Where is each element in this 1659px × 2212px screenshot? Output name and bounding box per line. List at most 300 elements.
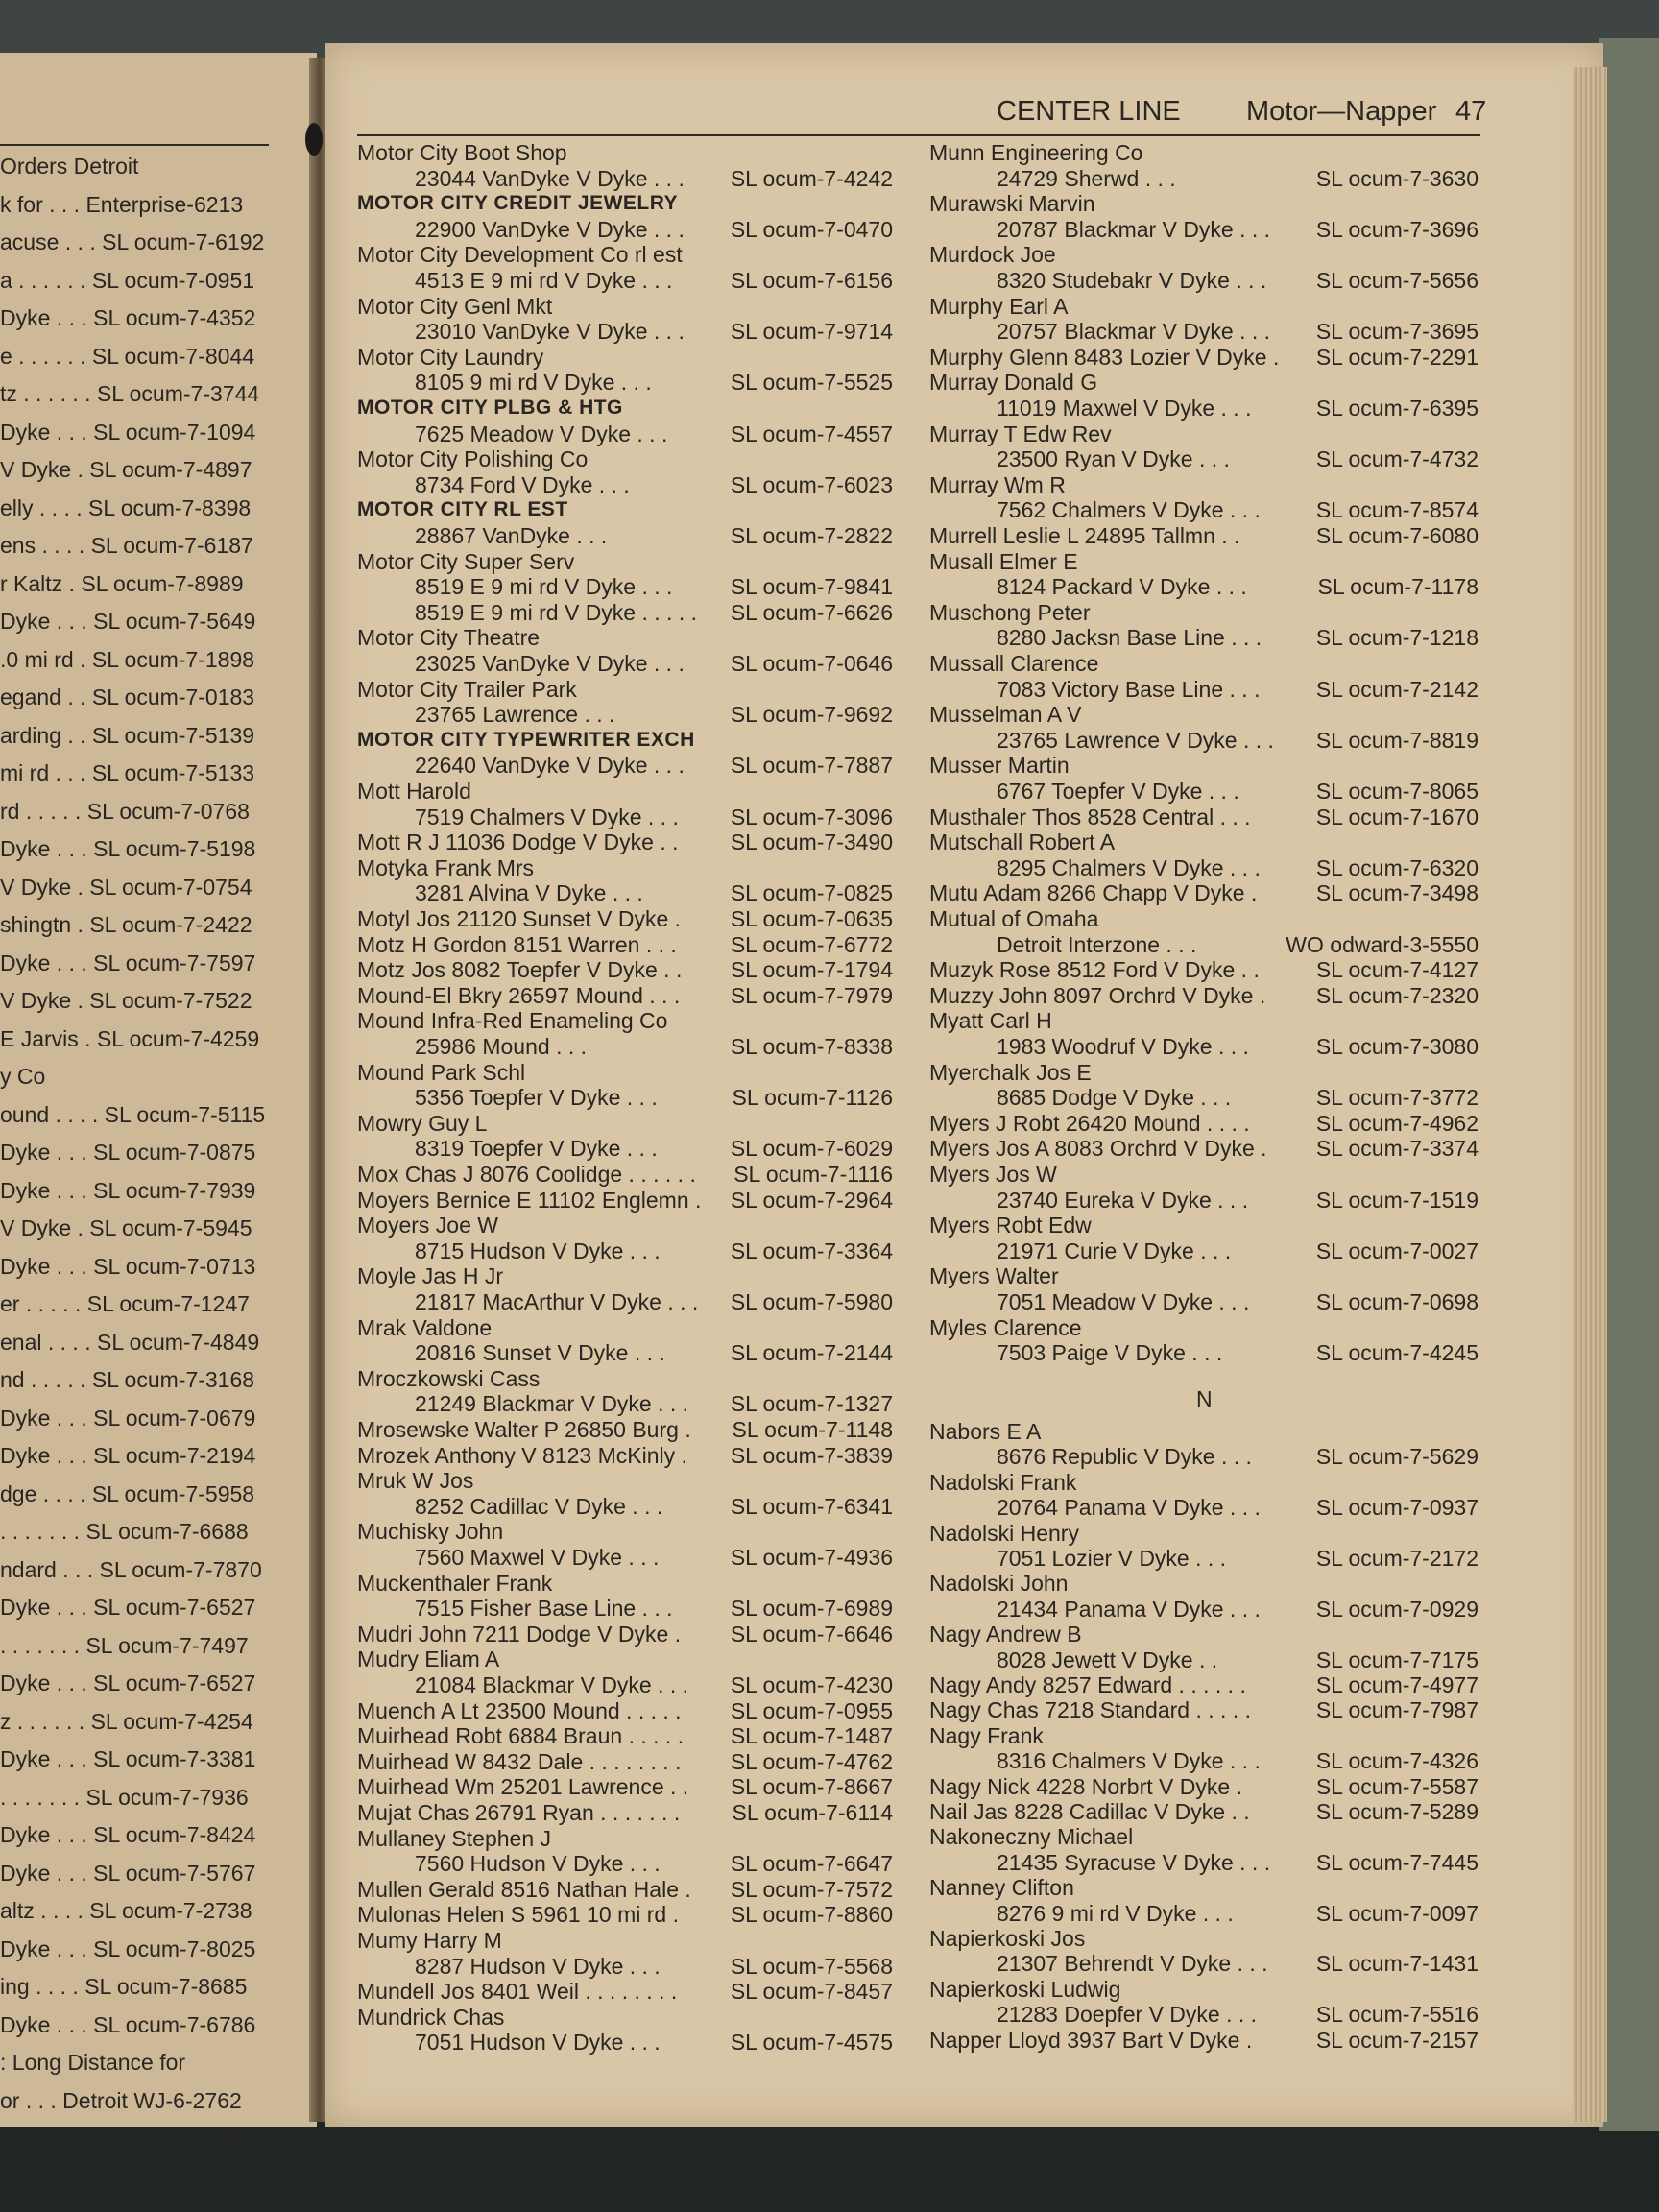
listing-row [357,497,893,522]
listing-name: Myers J Robt 26420 Mound . . . . [929,1110,1250,1136]
listing-row [929,1926,1479,1951]
listing-name: Motz H Gordon 8151 Warren . . . [357,931,677,957]
listing-phone: SL ocum-7-1519 [1315,1187,1479,1213]
listing-name: Myerchalk Jos E [929,1059,1092,1085]
listing-name: Motor City Development Co rl est [357,242,683,268]
listing-phone: SL ocum-7-4245 [1315,1340,1479,1366]
listing-row [357,651,893,676]
listing-name: or . . . Detroit WJ-6-2762 [0,2087,242,2113]
listing-row [929,1162,1479,1187]
listing-phone: SL ocum-7-5568 [730,1953,893,1979]
listing-row [357,2005,893,2030]
listing-row [0,1557,274,1582]
listing-name: Nagy Andrew B [929,1622,1082,1647]
listing-address: 7515 Fisher Base Line . . . [415,1596,673,1622]
listing-row [357,1111,893,1136]
listing-name: Motor City Super Serv [357,548,575,574]
listing-address: 8519 E 9 mi rd V Dyke . . . [415,574,673,600]
listing-phone: SL ocum-7-1126 [732,1085,893,1111]
listing-address: 23765 Lawrence V Dyke . . . [997,727,1274,753]
listing-row [0,268,274,293]
listing-row [0,1178,274,1203]
listing-row [929,983,1479,1008]
listing-row [0,533,274,558]
listing-row [929,1340,1479,1365]
listing-address: 8105 9 mi rd V Dyke . . . [415,370,652,396]
listing-name: Nagy Frank [929,1722,1044,1748]
listing-address: 8287 Hudson V Dyke . . . [415,1953,661,1979]
page-edges [1573,67,1607,2122]
listing-row [357,1545,893,1570]
listing-phone: SL ocum-7-2172 [1315,1546,1479,1571]
listing-name: Nagy Nick 4228 Norbrt V Dyke . [929,1773,1242,1799]
listing-name: elly . . . . SL ocum-7-8398 [0,494,252,520]
listing-name: altz . . . . SL ocum-7-2738 [0,1898,252,1923]
listing-phone: SL ocum-7-2320 [1315,982,1479,1008]
listing-phone: SL ocum-7-6341 [730,1493,893,1519]
listing-row [0,760,274,785]
listing-phone: SL ocum-7-5525 [730,370,893,396]
listing-phone: SL ocum-7-5656 [1315,268,1479,293]
listing-name: Nadolski Henry [929,1520,1079,1546]
listing-phone: SL ocum-7-4557 [730,421,893,446]
listing-name: Nakoneczny Michael [929,1824,1134,1850]
listing-name: Mussall Clarence [929,651,1099,676]
listing-address: 21817 MacArthur V Dyke . . . [415,1289,699,1314]
listing-row [0,154,274,179]
listing-phone: SL ocum-7-4977 [1315,1672,1479,1697]
listing-phone: SL ocum-7-3839 [730,1442,893,1468]
listing-row [0,1102,274,1127]
listing-address: Detroit Interzone . . . [997,931,1197,957]
listing-row [929,2002,1479,2027]
listing-name: Murray Wm R [929,471,1066,497]
listing-phone: SL ocum-7-3696 [1315,216,1479,242]
listing-row [0,192,274,217]
listing-name: enal . . . . SL ocum-7-4849 [0,1329,260,1355]
listing-row [0,1822,274,1847]
listing-row [929,1875,1479,1900]
listing-name: Muckenthaler Frank [357,1570,553,1596]
listing-address: 21435 Syracuse V Dyke . . . [997,1849,1271,1875]
listing-row [357,880,893,905]
listing-row [0,1974,274,1999]
listing-phone: SL ocum-7-5980 [730,1289,893,1314]
listing-phone: SL ocum-7-5629 [1315,1444,1479,1470]
listing-name: Dyke . . . SL ocum-7-1094 [0,419,256,445]
listing-row [357,906,893,931]
listing-row [929,191,1479,216]
listing-address: 1983 Woodruf V Dyke . . . [997,1034,1249,1059]
listing-row [929,472,1479,497]
listing-row [357,1954,893,1979]
listing-name: ound . . . . SL ocum-7-5115 [0,1101,266,1127]
listing-name: Motor City Theatre [357,625,541,651]
listing-row [929,370,1479,395]
listing-row [929,574,1479,599]
listing-row [0,457,274,482]
listing-name: r Kaltz . SL ocum-7-8989 [0,570,244,596]
listing-row [929,1238,1479,1263]
listing-name: mi rd . . . SL ocum-7-5133 [0,760,255,785]
listing-name: arding . . SL ocum-7-5139 [0,722,255,748]
listing-name: Murdock Joe [929,242,1056,268]
clipboard-edge [1599,38,1659,2131]
listing-name: Mroczkowski Cass [357,1365,541,1391]
listing-name: Dyke . . . SL ocum-7-5767 [0,1860,256,1886]
listing-phone: SL ocum-7-2964 [730,1187,893,1213]
listing-address: 23044 VanDyke V Dyke . . . [415,165,685,191]
listing-row [929,345,1479,370]
listing-name: Musthaler Thos 8528 Central . . . [929,804,1251,830]
listing-name: : Long Distance for [0,2050,186,2075]
listing-row [357,1851,893,1876]
listing-row [929,1444,1479,1469]
listing-name: rd . . . . . SL ocum-7-0768 [0,798,250,824]
listing-row [357,1672,893,1697]
listing-name: Nanney Clifton [929,1875,1074,1901]
listing-phone: SL ocum-7-0698 [1315,1289,1479,1314]
listing-address: 7051 Meadow V Dyke . . . [997,1289,1250,1314]
listing-name: Orders Detroit [0,154,139,179]
listing-name: Myers Jos A 8083 Orchrd V Dyke . [929,1136,1267,1162]
listing-row [357,1443,893,1468]
listing-phone: SL ocum-7-8457 [730,1979,893,2005]
listing-name: E Jarvis . SL ocum-7-4259 [0,1025,260,1051]
listing-row [929,242,1479,267]
listing-row [0,1633,274,1658]
listing-row [357,396,893,421]
listing-phone: SL ocum-7-6080 [1315,523,1479,548]
listing-name: Myers Walter [929,1263,1059,1289]
listing-phone: SL ocum-7-4242 [730,165,893,191]
listing-row [929,651,1479,676]
listing-phone: SL ocum-7-8338 [730,1034,893,1059]
listing-phone: SL ocum-7-1218 [1315,625,1479,651]
listing-name: Myers Robt Edw [929,1213,1092,1238]
listing-name: Nadolski Frank [929,1469,1077,1495]
listing-phone: SL ocum-7-7979 [730,982,893,1008]
listing-row [929,957,1479,982]
listing-name: Mullen Gerald 8516 Nathan Hale . [357,1876,691,1902]
listing-row [929,677,1479,702]
listing-name: a . . . . . . SL ocum-7-0951 [0,267,255,293]
listing-row [0,2012,274,2037]
listing-name: Muzyk Rose 8512 Ford V Dyke . . [929,957,1260,983]
listing-name: Napierkoski Jos [929,1926,1086,1951]
listing-row [357,268,893,293]
listing-row [929,1546,1479,1571]
listing-row [357,1647,893,1671]
listing-address: 20764 Panama V Dyke . . . [997,1495,1261,1521]
listing-phone: WO odward-3-5550 [1286,931,1479,957]
listing-row [357,1366,893,1391]
listing-row [929,779,1479,804]
listing-row [357,1085,893,1110]
listing-row [357,1928,893,1953]
listing-phone: SL ocum-7-0955 [730,1697,893,1723]
listing-name: Dyke . . . SL ocum-7-7939 [0,1177,256,1203]
listing-row [929,1977,1479,2002]
listing-row [929,855,1479,880]
listing-name: . . . . . . . SL ocum-7-7936 [0,1784,249,1810]
listing-row [0,1215,274,1240]
listing-row [357,345,893,370]
listing-row [0,420,274,445]
listing-row [929,1008,1479,1033]
header-place: CENTER LINE [997,96,1181,127]
listing-name: Mott R J 11036 Dodge V Dyke . . [357,830,679,855]
listing-row [929,932,1479,957]
listing-phone: SL ocum-7-3490 [730,830,893,855]
listing-row [929,1622,1479,1647]
listing-name: Murrell Leslie L 24895 Tallmn . . [929,523,1240,548]
listing-name: Myers Jos W [929,1162,1057,1187]
listing-name: Motor City Polishing Co [357,446,589,472]
listing-phone: SL ocum-7-8065 [1315,779,1479,804]
listing-name: V Dyke . SL ocum-7-0754 [0,874,252,900]
listing-phone: SL ocum-7-4575 [730,2030,893,2056]
listing-name: Mott Harold [357,779,471,804]
listing-phone: SL ocum-7-2142 [1315,676,1479,702]
listing-phone: SL ocum-7-0825 [730,880,893,906]
listing-phone: SL ocum-7-1116 [733,1162,893,1187]
listing-address: 8715 Hudson V Dyke . . . [415,1238,661,1263]
listing-name: Dyke . . . SL ocum-7-0713 [0,1253,256,1279]
listing-row [0,1519,274,1544]
listing-row [357,1877,893,1902]
listing-name: Nagy Chas 7218 Standard . . . . . [929,1697,1251,1723]
listing-name: Mutu Adam 8266 Chapp V Dyke . [929,880,1258,906]
listing-phone: SL ocum-7-6772 [730,931,893,957]
listing-phone: SL ocum-7-7572 [730,1876,893,1902]
listing-row [357,677,893,702]
listing-row [929,1034,1479,1059]
listing-row [929,805,1479,830]
listing-row [0,1443,274,1468]
listing-phone: SL ocum-7-9841 [730,574,893,600]
listing-address: 8734 Ford V Dyke . . . [415,471,630,497]
listing-phone: SL ocum-7-0646 [730,651,893,676]
header-range: Motor—Napper [1246,96,1437,127]
listing-row [929,446,1479,471]
listing-name: Mrak Valdone [357,1314,493,1340]
listing-name: Murray Donald G [929,370,1098,396]
listing-row [929,140,1479,165]
listing-row [0,1254,274,1279]
listing-row [357,702,893,727]
listing-row [357,217,893,242]
listing-phone: SL ocum-7-1431 [1315,1951,1479,1977]
listing-row [0,1861,274,1886]
listing-row [357,574,893,599]
listing-row [357,1826,893,1851]
listing-name: . . . . . . . SL ocum-7-7497 [0,1632,249,1658]
listing-address: 11019 Maxwel V Dyke . . . [997,396,1252,421]
listing-name: Mulonas Helen S 5961 10 mi rd . [357,1902,679,1928]
listing-phone: SL ocum-7-0027 [1315,1238,1479,1263]
listing-phone: SL ocum-7-4732 [1315,446,1479,472]
listing-row [929,880,1479,905]
listing-row [357,370,893,395]
listing-name: Musser Martin [929,753,1070,779]
listing-name: Muench A Lt 23500 Mound . . . . . [357,1697,682,1723]
listing-name: Motor City Genl Mkt [357,293,553,319]
listing-phone: SL ocum-7-3498 [1315,880,1479,906]
listing-row [929,549,1479,574]
listing-phone: SL ocum-7-9714 [730,319,893,345]
listing-row [0,799,274,824]
listing-name: Nagy Andy 8257 Edward . . . . . . [929,1672,1246,1697]
listing-address: 7503 Paige V Dyke . . . [997,1340,1223,1366]
listing-name: z . . . . . . SL ocum-7-4254 [0,1708,253,1734]
listing-name: ndard . . . SL ocum-7-7870 [0,1556,262,1582]
listing-phone: SL ocum-7-6395 [1315,396,1479,421]
listing-name: Muirhead W 8432 Dale . . . . . . . . [357,1748,682,1774]
listing-name: Munn Engineering Co [929,140,1143,165]
listing-row [929,753,1479,778]
listing-row [0,1406,274,1431]
listing-row [357,805,893,830]
listing-phone: SL ocum-7-8860 [730,1902,893,1928]
listing-address: 4513 E 9 mi rd V Dyke . . . [415,268,673,293]
listing-phone: SL ocum-7-6114 [732,1800,893,1825]
listing-name: e . . . . . . SL ocum-7-8044 [0,343,255,369]
listing-name: Murphy Earl A [929,293,1069,319]
listing-name: Napierkoski Ludwig [929,1976,1121,2002]
listing-name: acuse . . . SL ocum-7-6192 [0,229,265,254]
listing-address: 8319 Toepfer V Dyke . . . [415,1136,658,1162]
listing-phone: SL ocum-7-5516 [1315,2002,1479,2028]
listing-row [357,1774,893,1799]
listing-row [0,2088,274,2113]
listing-name: shingtn . SL ocum-7-2422 [0,912,252,937]
listing-name: Dyke . . . SL ocum-7-4352 [0,305,256,330]
listing-name: Mound Park Schl [357,1059,526,1085]
listing-name: er . . . . . SL ocum-7-1247 [0,1291,250,1316]
listing-address: 7560 Hudson V Dyke . . . [415,1851,661,1877]
listing-name: MOTOR CITY PLBG & HTG [357,397,623,419]
listing-row [357,1723,893,1748]
listing-name: Mundrick Chas [357,2004,505,2030]
listing-name: Line . . . SL ocum-7-9666 [0,2126,248,2151]
listing-name: Napper Lloyd 3937 Bart V Dyke . [929,2027,1253,2053]
listing-row [0,1709,274,1734]
listing-address: 7051 Hudson V Dyke . . . [415,2030,661,2056]
listing-row [929,1213,1479,1238]
listing-row [357,191,893,216]
listing-row [357,242,893,267]
listing-address: 8028 Jewett V Dyke . . [997,1647,1218,1672]
listing-row [0,1936,274,1961]
listing-row [929,1799,1479,1824]
listing-name: Dyke . . . SL ocum-7-6527 [0,1595,256,1620]
listing-row [929,1495,1479,1520]
listing-phone: SL ocum-7-6023 [730,471,893,497]
listing-row [357,421,893,446]
listing-phone: SL ocum-7-8574 [1315,497,1479,523]
listing-address: 7519 Chalmers V Dyke . . . [415,804,679,830]
listing-address: 21249 Blackmar V Dyke . . . [415,1391,689,1417]
listing-address: 21084 Blackmar V Dyke . . . [415,1672,689,1697]
listing-phone: SL ocum-7-7445 [1315,1849,1479,1875]
listing-row [357,2030,893,2055]
listing-row [357,472,893,497]
header-rule [357,134,1480,136]
listing-phone: SL ocum-7-6646 [730,1621,893,1647]
listing-address: 23500 Ryan V Dyke . . . [997,446,1230,472]
listing-name: ens . . . . SL ocum-7-6187 [0,533,253,558]
listing-name: Muschong Peter [929,599,1091,625]
listing-row [0,1595,274,1620]
listing-name: Mundell Jos 8401 Weil . . . . . . . . [357,1979,678,2005]
listing-row [0,1898,274,1923]
listing-name: Nail Jas 8228 Cadillac V Dyke . . [929,1799,1250,1824]
listing-name: Motor City Boot Shop [357,140,567,165]
listing-phone: SL ocum-7-8667 [730,1774,893,1800]
listing-row [929,702,1479,727]
listing-row [357,319,893,344]
listing-row [929,1697,1479,1722]
listing-row [929,830,1479,854]
listing-phone: SL ocum-7-6989 [730,1596,893,1622]
listing-row [929,1419,1479,1444]
listing-phone: SL ocum-7-2157 [1315,2027,1479,2053]
listing-address: 7083 Victory Base Line . . . [997,676,1261,702]
listing-row [0,571,274,596]
listing-row [929,1111,1479,1136]
listing-name: Mumy Harry M [357,1928,502,1953]
listing-row [357,166,893,191]
listing-phone: SL ocum-7-8819 [1315,727,1479,753]
listing-row [357,140,893,165]
listing-name: Muchisky John [357,1519,504,1545]
listing-row [929,1723,1479,1748]
listing-row [357,855,893,880]
listing-row [0,495,274,520]
listing-phone: SL ocum-7-1487 [730,1723,893,1749]
listing-row [0,609,274,634]
listing-phone: SL ocum-7-4230 [730,1672,893,1697]
listing-row [0,305,274,330]
listing-phone: SL ocum-7-3630 [1315,165,1479,191]
listing-row [357,1494,893,1519]
listing-phone: SL ocum-7-4127 [1315,957,1479,983]
listing-name: Dyke . . . SL ocum-7-7597 [0,950,256,975]
listing-row [357,1391,893,1416]
listing-row [929,625,1479,650]
listing-name: Mudri John 7211 Dodge V Dyke . [357,1621,682,1647]
listing-row [929,1060,1479,1085]
listing-phone: SL ocum-7-1670 [1315,804,1479,830]
listing-name: Nabors E A [929,1419,1042,1444]
listing-name: Mrozek Anthony V 8123 McKinly . [357,1442,687,1468]
listing-name: Dyke . . . SL ocum-7-6786 [0,2011,256,2037]
listing-address: 23765 Lawrence . . . [415,702,615,728]
listing-phone: SL ocum-7-7175 [1315,1647,1479,1672]
listing-row [0,1064,274,1089]
listing-row [929,1748,1479,1773]
listing-row [929,1315,1479,1340]
listing-name: Motz Jos 8082 Toepfer V Dyke . . [357,957,683,983]
listing-row [357,1622,893,1647]
listing-address: 7625 Meadow V Dyke . . . [415,421,668,446]
listing-phone: SL ocum-7-5289 [1315,1799,1479,1824]
listing-row [929,1188,1479,1213]
listing-row [0,1785,274,1810]
listing-name: k for . . . Enterprise-6213 [0,191,244,217]
listing-name: MOTOR CITY CREDIT JEWELRY [357,192,679,215]
